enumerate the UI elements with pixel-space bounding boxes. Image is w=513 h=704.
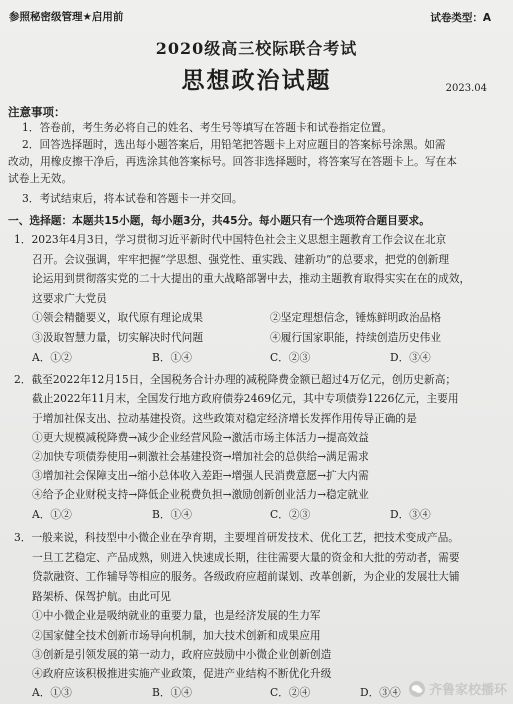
q2-option-a: A．①②: [32, 508, 72, 521]
q3-option-d: D．③④: [360, 686, 401, 699]
q3-statement-4: ④政府应该积极推进实施产业政策，促进产业结构不断优化升级: [32, 667, 332, 680]
q1-line-2: 召开。会议强调，牢牢把握“学思想、强党性、重实践、建新功”的总要求，把党的创新理: [32, 253, 450, 266]
q1-line-1: 1．2023年4月3日，学习贯彻习近平新时代中国特色社会主义思想主题教育工作会议在北京: [14, 233, 447, 246]
q3-line-2: 一旦工艺稳定、产品成熟，则进入快速成长期，往往需要大量的资金和大批的劳动者，需要: [32, 551, 460, 564]
section-heading: 一、选择题：本题共15小题，每小题3分，共45分。每小题只有一个选项符合题目要求。: [8, 214, 430, 227]
q3-option-c: C．②④: [270, 686, 311, 699]
q2-statement-1: ①更大规模减税降费→减少企业经营风险→激活市场主体活力→提高效益: [32, 431, 369, 444]
q1-option-a: A．①②: [32, 351, 72, 364]
notice-title: 注意事项：: [8, 105, 66, 119]
watermark: [409, 679, 507, 698]
q3-line-3: 贷款融资、工作辅导等相应的服务。各级政府应超前谋划、改革创新，为企业的发展壮大铺: [32, 570, 460, 583]
q3-statement-2: ②国家健全技术创新市场导向机制，加大技术创新和成果应用: [32, 629, 321, 642]
paper-type-label: 试卷类型：A: [430, 12, 491, 24]
q2-statement-3: ③增加社会保障支出→缩小总体收入差距→增强人民消费意愿→扩大内需: [32, 469, 369, 482]
q1-option-c: C．②③: [270, 351, 311, 364]
q3-line-1: 3．一般来说，科技型中小微企业在孕育期，主要埋首研发技术、优化工艺，把技术变成产品。: [14, 531, 459, 544]
wechat-icon: [409, 681, 425, 697]
notice-item-3: 3．考试结束后，将本试卷和答题卡一并交回。: [22, 192, 243, 205]
q3-statement-1: ①中小微企业是吸纳就业的重要力量，也是经济发展的生力军: [32, 609, 321, 622]
q2-line-1: 2．截至2022年12月15日，全国税务合计办理的减税降费金额已超过4万亿元，创历史新高；: [14, 373, 457, 386]
q2-option-c: C．②③: [270, 508, 311, 521]
q1-statement-1: ①领会精髓要义，取代原有理论成果: [32, 311, 204, 324]
q1-statement-4: ④履行国家职能，持续创造历史伟业: [270, 331, 442, 344]
notice-item-2-line-1: 2．回答选择题时，选出每小题答案后，用铅笔把答题卡上对应题目的答案标号涂黑。如需: [22, 138, 446, 151]
q1-statement-2: ②坚定理想信念，锤炼鲜明政治品格: [270, 311, 442, 324]
q2-statement-4: ④给予企业财税支持→降低企业税费负担→激励创新创业活力→稳定就业: [32, 488, 369, 501]
q3-statement-3: ③创新是引领发展的第一动力，政府应鼓励中小微企业创新创造: [32, 648, 332, 661]
notice-item-2-line-3: 试卷上无效。: [8, 172, 73, 185]
q1-option-d: D．③④: [390, 351, 431, 364]
exam-name: 2020级高三校际联合考试: [155, 39, 358, 58]
subject-title: 思想政治试题: [181, 68, 332, 94]
confidential-label: 参照秘密级管理★启用前: [9, 11, 124, 23]
q2-option-d: D．③④: [390, 508, 431, 521]
q3-line-4: 路架桥、保驾护航。由此可见: [32, 590, 171, 603]
q2-line-2: 截止2022年11月末，全国发行地方政府债券2469亿元，其中专项债券1226亿元，主要用: [32, 392, 459, 405]
notice-item-2-line-2: 改动，用橡皮擦干净后，再选涂其他答案标号。回答非选择题时，将答案写在答题卡上。写在本: [8, 155, 457, 168]
q3-option-b: B．①④: [152, 686, 192, 699]
q3-option-a: A．①③: [32, 686, 72, 699]
q2-line-3: 于增加社保支出、拉动基建投资。这些政策对稳定经济增长发挥作用传导正确的是: [32, 412, 417, 425]
q1-statement-3: ③汲取智慧力量，切实解决时代问题: [32, 331, 204, 344]
q2-statement-2: ②加快专项债券使用→刺激社会基建投资→增加社会的总供给→满足需求: [32, 450, 369, 463]
notice-item-1: 1．答卷前，考生务必将自己的姓名、考生号等填写在答题卡和试卷指定位置。: [22, 121, 393, 134]
q1-option-b: B．①④: [152, 351, 192, 364]
q1-line-4: 这要求广大党员: [32, 292, 107, 305]
q1-line-3: 论运用到贯彻落实党的二十大提出的重大战略部署中去，推动主题教育取得实实在在的成效，: [32, 272, 471, 285]
watermark-text: 齐鲁家校播环: [428, 683, 507, 698]
exam-date: 2023.04: [445, 83, 487, 94]
q2-option-b: B．①④: [152, 508, 192, 521]
